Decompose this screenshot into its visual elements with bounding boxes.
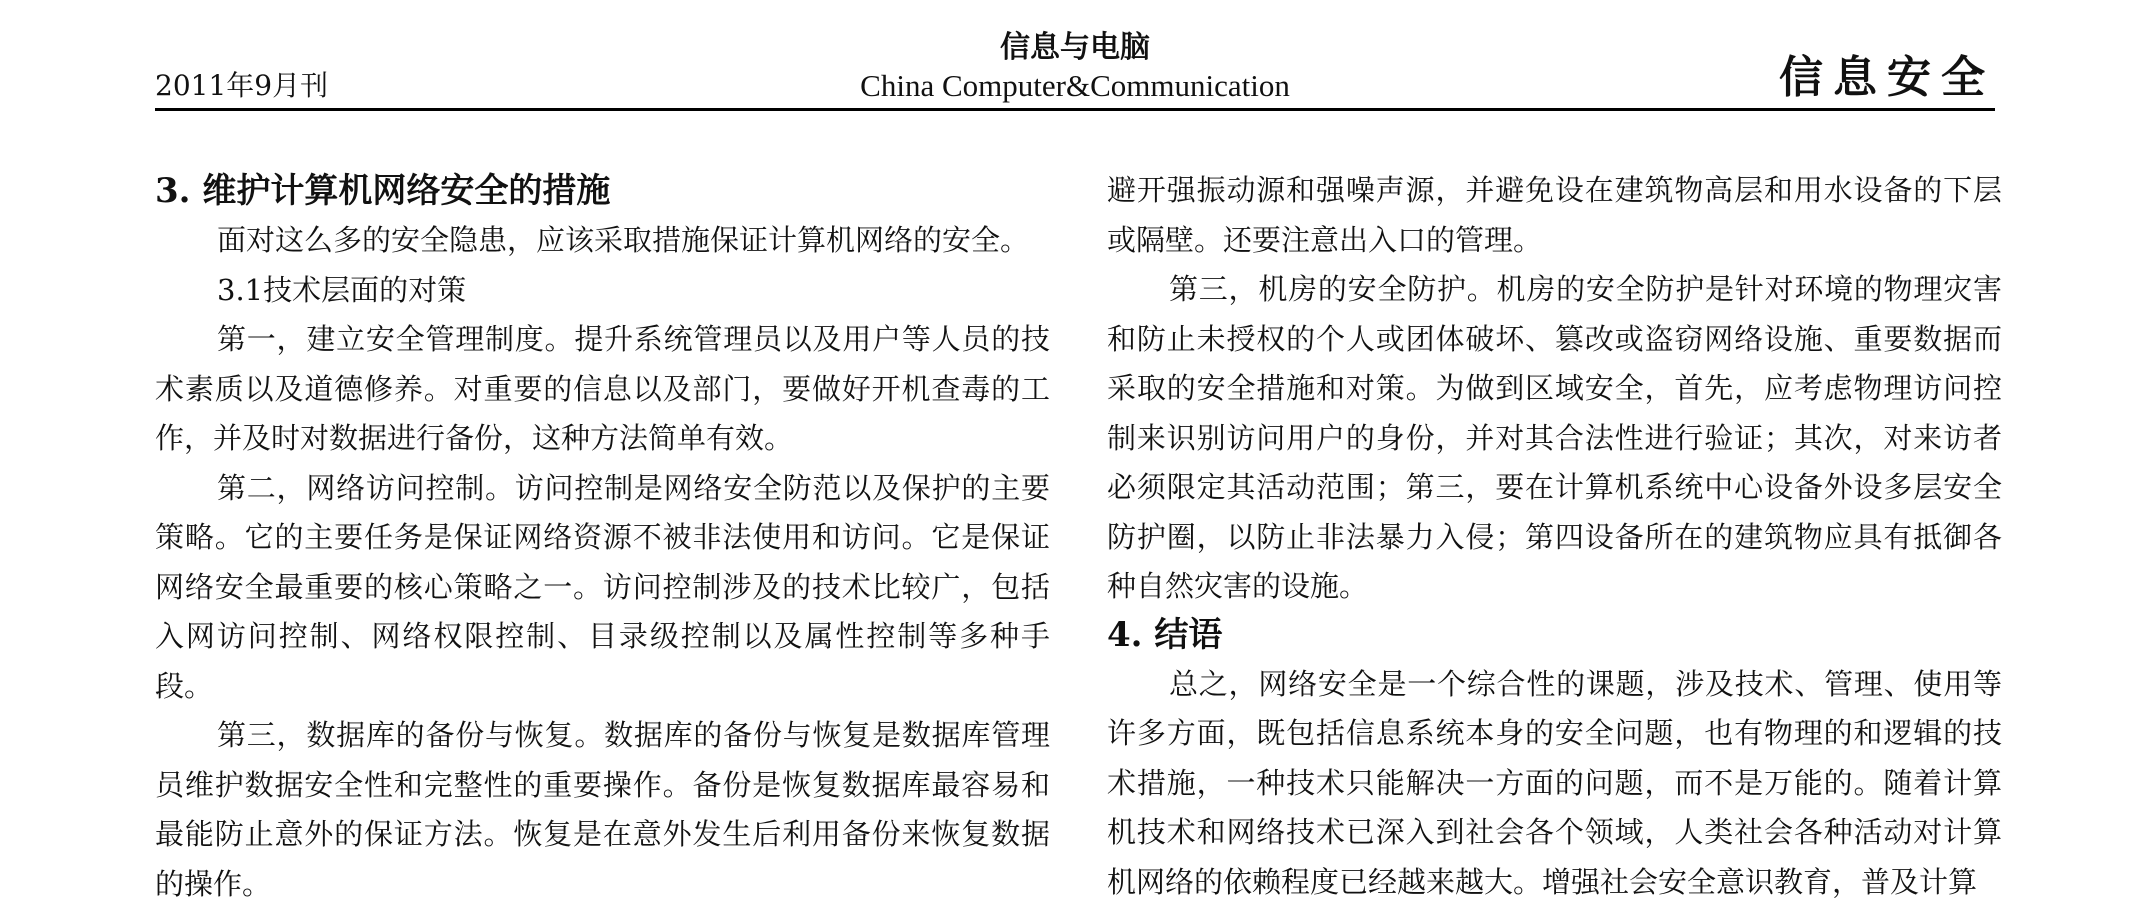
paragraph-database-backup: 第三，数据库的备份与恢复。数据库的备份与恢复是数据库管理员维护数据安全性和完整性的重要操作。备份是恢复数据库最容易和最能防止意外的保证方法。恢复是在意外发生后利用备份来恢复数据的操作。	[155, 718, 1050, 901]
subsection-3-1-heading: 3.1技术层面的对策	[217, 272, 467, 307]
page-header	[155, 0, 1995, 112]
journal-title-en: China Computer&Communication	[860, 68, 1290, 103]
paragraph-continued: 避开强振动源和强噪声源，并避免设在建筑物高层和用水设备的下层或隔壁。还要注意出入口的管理。	[1107, 173, 2002, 257]
paragraph-access-control: 第二，网络访问控制。访问控制是网络安全防范以及保护的主要策略。它的主要任务是保证网络资源不被非法使用和访问。它是保证网络安全最重要的核心策略之一。访问控制涉及的技术比较广，包括入网访问控制、网络权限控制、目录级控制以及属性控制等多种手段。	[155, 470, 1050, 703]
section-3-heading: 3. 维护计算机网络安全的措施	[155, 171, 611, 211]
issue-date: 2011年9月刊	[155, 69, 329, 102]
section-4-heading: 4. 结语	[1107, 614, 1223, 655]
header-rule	[155, 108, 1995, 111]
paragraph-machine-room-security: 第三，机房的安全防护。机房的安全防护是针对环境的物理灾害和防止未授权的个人或团体破坏、篡改或盗窃网络设施、重要数据而采取的安全措施和对策。为做到区域安全，首先，应考虑物理访问控制来识别访问用户的身份，并对其合法性进行验证；其次，对来访者必须限定其活动范围；第三，要在计算机系统中心设备外设多层安全防护圈，以防止非法暴力入侵；第四设备所在的建筑物应具有抵御各种自然灾害的设施。	[1107, 272, 2002, 603]
paragraph-management-system: 第一，建立安全管理制度。提升系统管理员以及用户等人员的技术素质以及道德修养。对重要的信息以及部门，要做好开机查毒的工作，并及时对数据进行备份，这种方法简单有效。	[155, 322, 1050, 455]
section-title: 信息安全	[1779, 52, 1995, 103]
journal-title-block	[155, 30, 1995, 104]
left-column	[155, 168, 1050, 909]
section-3-intro: 面对这么多的安全隐患，应该采取措施保证计算机网络的安全。	[217, 223, 1030, 257]
journal-title-cn: 信息与电脑	[1000, 30, 1150, 65]
paragraph-conclusion: 总之，网络安全是一个综合性的课题，涉及技术、管理、使用等许多方面，既包括信息系统本身的安全问题，也有物理的和逻辑的技术措施，一种技术只能解决一方面的问题，而不是万能的。随着计算机技术和网络技术已深入到社会各个领域，人类社会各种活动对计算机网络的依赖程度已经越来越大。增强社会安全意识教育，普及计算	[1107, 666, 2002, 899]
right-column	[1107, 166, 2002, 907]
